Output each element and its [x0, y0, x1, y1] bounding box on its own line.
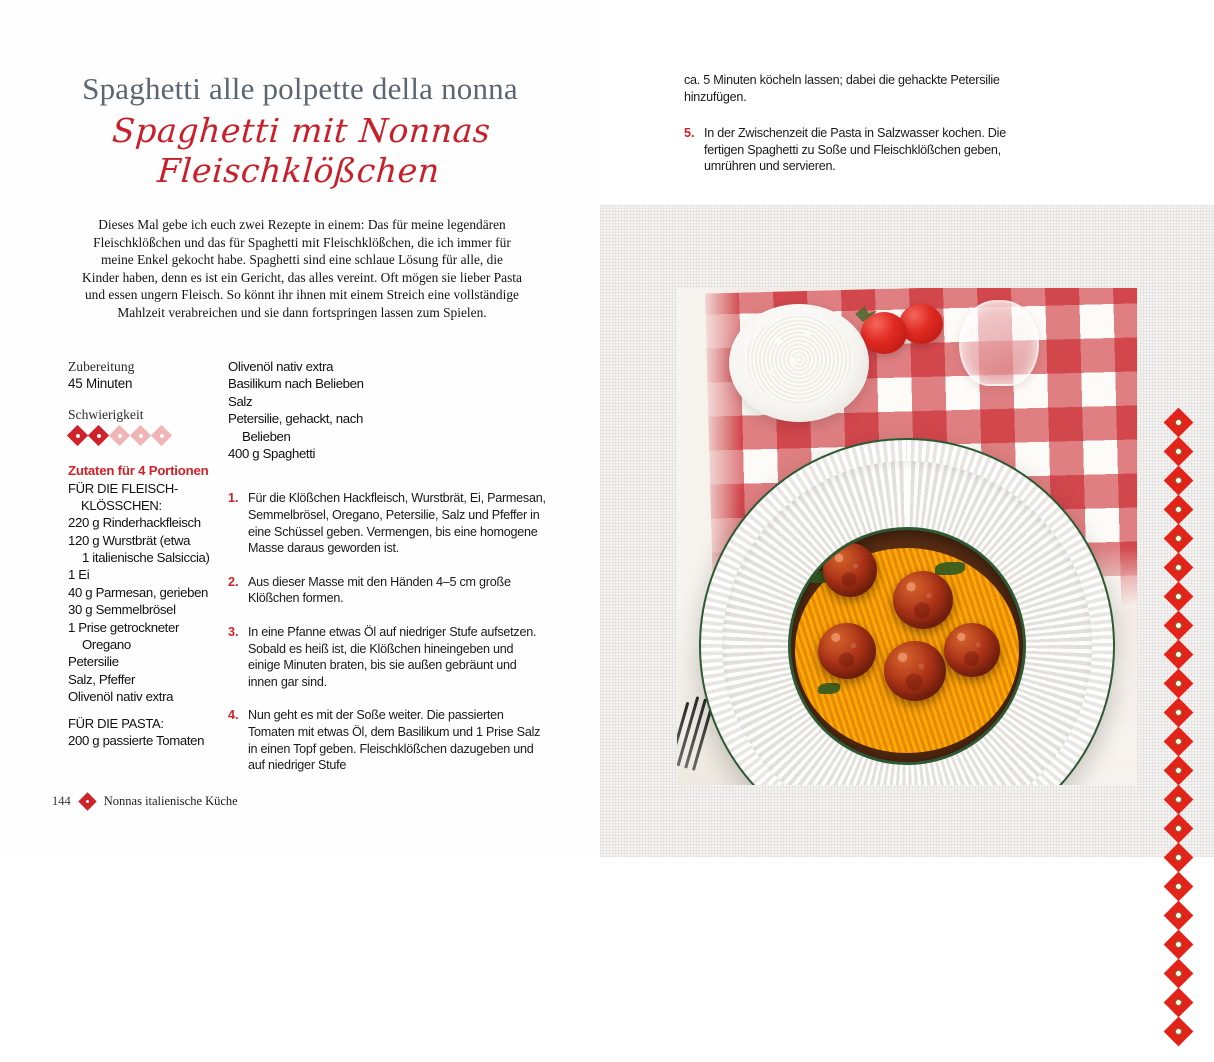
ornament-diamond-icon: [1166, 1019, 1191, 1044]
step-number: 3.: [228, 625, 239, 639]
page-number: 144: [52, 794, 71, 808]
ornament-diamond-icon: [1166, 584, 1191, 609]
ornament-diamond-icon: [1166, 642, 1191, 667]
ornament-diamond-icon: [1166, 555, 1191, 580]
difficulty-diamond-icon: [131, 426, 150, 445]
ornament-diamond-icon: [1166, 816, 1191, 841]
ingredients-group1-list: [68, 514, 218, 705]
meatball: [944, 623, 1000, 677]
tomato: [861, 312, 907, 354]
difficulty-diamond-icon: [68, 426, 87, 445]
drinking-glass: [959, 300, 1039, 386]
ingredients-group1-title: [68, 481, 218, 514]
linen-background-panel: [600, 205, 1214, 857]
difficulty-diamond-icon: [110, 426, 129, 445]
ornament-diamond-icon: [1166, 845, 1191, 870]
ornament-diamond-icon: [1166, 932, 1191, 957]
page-footer: [52, 794, 238, 809]
ingredient-item: 400 g Spaghetti: [228, 446, 316, 462]
ornament-diamond-icon: [1166, 729, 1191, 754]
ornament-diamond-icon: [1166, 787, 1191, 812]
recipe-title-italian: Spaghetti alle polpette della nonna: [82, 71, 518, 106]
recipe-photo: [677, 288, 1137, 785]
ingredient-item: 40 g Parmesan, gerieben: [68, 584, 209, 600]
step4-continuation-text: ca. 5 Minuten köcheln lassen; dabei die gehackte Petersilie hinzufügen.: [684, 73, 1000, 104]
left-page: [0, 0, 600, 857]
prep-time-value: 45 Minuten: [68, 376, 133, 391]
footer-diamond-icon: [80, 794, 95, 809]
ingredient-item: Basilikum nach Belieben: [228, 376, 364, 392]
ingredients-group1-title-line2: KLÖSSCHEN:: [81, 497, 162, 513]
ornament-diamond-icon: [1166, 468, 1191, 493]
ornament-diamond-icon: [1166, 758, 1191, 783]
step-text: Nun geht es mit der Soße weiter. Die passierten Tomaten mit etwas Öl, dem Basilikum und 1 Prise Salz in einen Topf geben. Fleischklößchen dazugeben und auf niedriger Stufe: [248, 708, 541, 773]
plate-well: [788, 527, 1027, 766]
grated-parmesan: [746, 316, 852, 403]
ingredients-group1-title-line1: FÜR DIE FLEISCH-: [68, 481, 179, 496]
difficulty-label: Schwierigkeit: [68, 407, 144, 422]
recipe-title-german-line2: Fleischklößchen: [156, 150, 442, 190]
step-text: Aus dieser Masse mit den Händen 4–5 cm große Klößchen formen.: [248, 574, 511, 606]
ornament-diamond-icon: [1166, 613, 1191, 638]
book-title: Nonnas italienische Küche: [103, 794, 238, 808]
ornament-diamond-icon: [1166, 497, 1191, 522]
recipe-meta-and-ingredients-column: [68, 358, 218, 750]
ingredient-item: 220 g Rinderhackfleisch: [68, 515, 201, 531]
recipe-title-block: [40, 72, 560, 191]
ornament-diamond-icon: [1166, 874, 1191, 899]
step-number: 4.: [228, 708, 239, 723]
ornament-diamond-icon: [1166, 410, 1191, 435]
step-item: [228, 490, 548, 556]
ingredient-item: Petersilie, gehackt, nach Belieben: [228, 411, 363, 444]
ingredient-item: Salz, Pfeffer: [68, 671, 136, 687]
meatball: [884, 641, 946, 701]
ornament-diamond-icon: [1166, 990, 1191, 1015]
recipe-intro-paragraph: Dieses Mal gebe ich euch zwei Rezepte in einem: Das für meine legendären Fleischklößchen und das für Spaghetti mit Fleischklößchen, die ich immer für meine Enkel gekocht habe. Spaghetti sind eine schlaue Lösung für alle, die Kinder haben, denn es ist ein Gericht, das alles vereint. Oft mögen sie lieber Pasta und essen ungern Fleisch. So könnt ihr ihnen mit einem Streich eine vollständige Mahlzeit verabreichen und sie dann fortspringen lassen zum Spielen.: [82, 217, 522, 320]
step-number: 2.: [228, 574, 239, 589]
decorative-border-strip: [1163, 410, 1193, 1062]
ingredient-item: Olivenöl nativ extra: [228, 359, 334, 374]
ingredients-group2-list-col2: [228, 358, 548, 462]
step-number: 1.: [228, 491, 239, 506]
ornament-diamond-icon: [1166, 439, 1191, 464]
ingredient-item: Olivenöl nativ extra: [68, 689, 174, 705]
ingredient-item: 200 g passierte Tomaten: [68, 733, 205, 749]
step-number: 5.: [684, 126, 695, 141]
step-item: [684, 125, 1014, 175]
ingredients-group2-title: FÜR DIE PASTA:: [68, 715, 164, 731]
ingredient-item: 120 g Wurstbrät (etwa 1 italienische Salsiccia): [68, 532, 210, 565]
ornament-diamond-icon: [1166, 671, 1191, 696]
ornament-diamond-icon: [1166, 700, 1191, 725]
difficulty-diamond-icon: [89, 426, 108, 445]
step-text: In eine Pfanne etwas Öl auf niedriger Stufe aufsetzen. Sobald es heiß ist, die Klößchen hineingeben und einige Minuten braten, bis sie außen gebräunt und innen gar sind.: [248, 625, 537, 689]
meatball: [818, 623, 876, 679]
ornament-diamond-icon: [1166, 903, 1191, 928]
continuation-block: [684, 72, 1014, 192]
ornament-diamond-icon: [1166, 961, 1191, 986]
ingredient-item: 1 Ei: [68, 567, 90, 583]
prep-time-label: Zubereitung: [68, 359, 135, 374]
ornament-diamond-icon: [1166, 526, 1191, 551]
step-item: [228, 574, 548, 607]
recipe-title-german-line1: Spaghetti mit Nonnas: [110, 110, 492, 150]
preparation-steps-list: [228, 490, 548, 773]
ingredient-item: Petersilie: [68, 654, 119, 670]
ingredient-item: Salz: [228, 393, 253, 409]
difficulty-rating: [68, 426, 218, 445]
ingredient-item: 1 Prise getrockneter Oregano: [68, 619, 180, 653]
step-item: [228, 707, 548, 773]
recipe-title-german: [37, 111, 563, 192]
difficulty-diamond-icon: [152, 426, 171, 445]
ingredients-group2-list: [68, 732, 218, 749]
ingredients-heading: Zutaten für 4 Portionen: [68, 463, 209, 478]
step-text: In der Zwischenzeit die Pasta in Salzwasser kochen. Die fertigen Spaghetti zu Soße und Fleischklößchen geben, umrühren und servieren.: [704, 126, 1006, 174]
step-item: [228, 624, 548, 690]
ingredients-col2-and-steps: [228, 358, 548, 791]
right-page: [600, 0, 1214, 857]
parmesan-bowl: [729, 304, 869, 422]
ingredient-item: 30 g Semmelbrösel: [68, 602, 176, 618]
step-text: Für die Klößchen Hackfleisch, Wurstbrät, Ei, Parmesan, Semmelbrösel, Oregano, Petersilie, Salz und Pfeffer in eine Schüssel geben. Vermengen, bis eine homogene Masse daraus geworden ist.: [248, 491, 546, 556]
